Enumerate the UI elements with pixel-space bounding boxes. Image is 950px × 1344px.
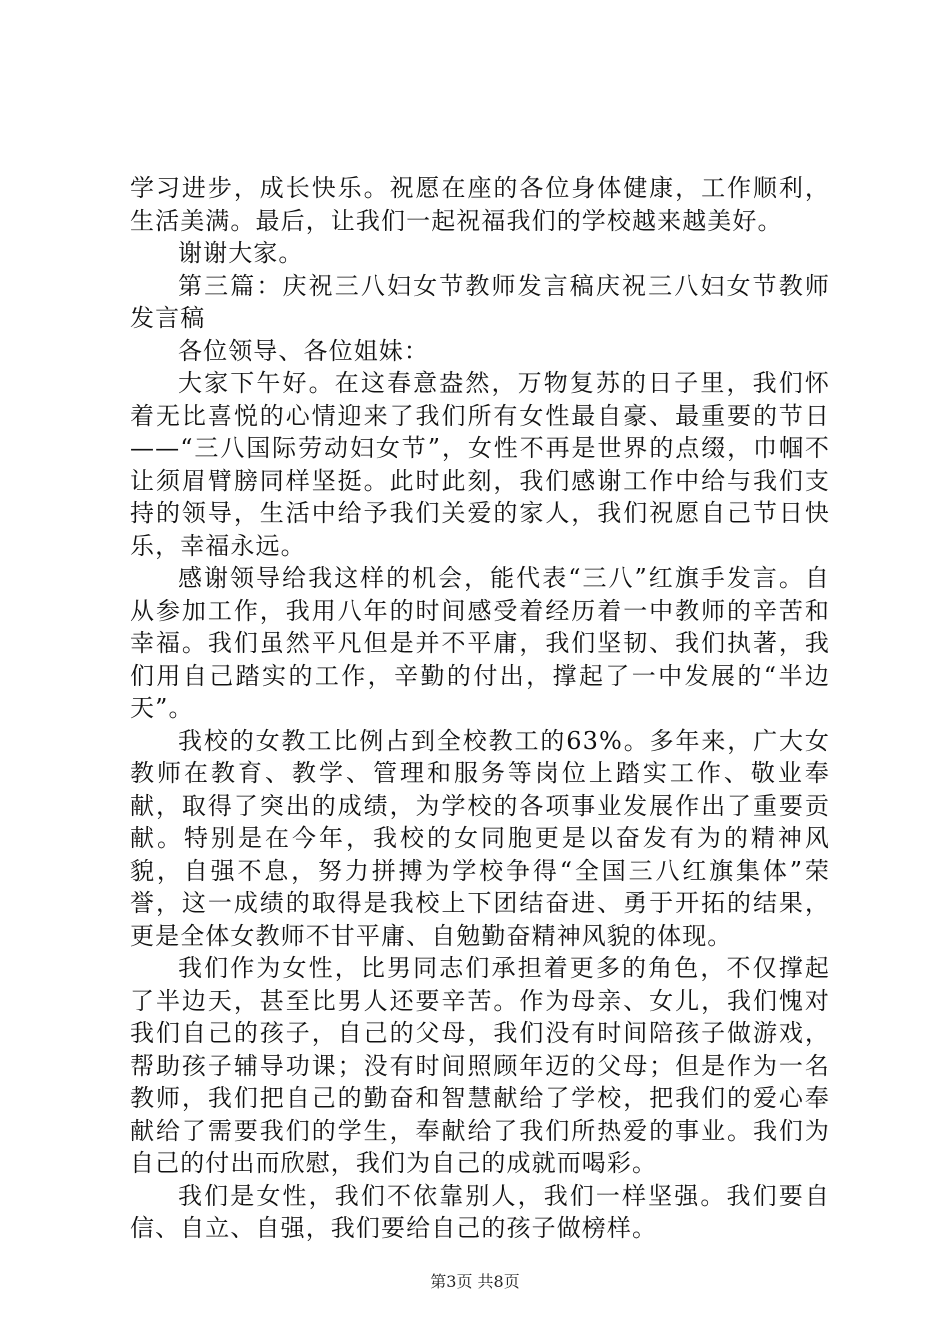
paragraph-thanks: 谢谢大家。 <box>178 239 304 267</box>
document-body <box>130 172 830 1245</box>
paragraph-gratitude: 感谢领导给我这样的机会，能代表“三八”红旗手发言。自从参加工作，我用八年的时间感受着经历着一中教师的辛苦和幸福。我们虽然平凡但是并不平庸，我们坚韧、我们执著，我们用自己踏实的工作，辛勤的付出，撑起了一中发展的“半边天”。 <box>130 564 830 722</box>
page-number-footer: 第3页 共8页 <box>430 1272 520 1291</box>
paragraph-roles: 我们作为女性，比男同志们承担着更多的角色，不仅撑起了半边天，甚至比男人还要辛苦。作为母亲、女儿，我们愧对我们自己的孩子，自己的父母，我们没有时间陪孩子做游戏，帮助孩子辅导功课；没有时间照顾年迈的父母；但是作为一名教师，我们把自己的勤奋和智慧献给了学校，把我们的爱心奉献给了需要我们的学生，奉献给了我们所热爱的事业。我们为自己的付出而欣慰，我们为自己的成就而喝彩。 <box>130 954 830 1177</box>
salutation: 各位领导、各位姐妹： <box>178 336 429 365</box>
paragraph-achievements: 我校的女教工比例占到全校教工的63%。多年来，广大女教师在教育、教学、管理和服务等岗位上踏实工作、敬业奉献，取得了突出的成绩，为学校的各项事业发展作出了重要贡献。特别是在今年，我校的女同胞更是以奋发有为的精神风貌，自强不息，努力拼搏为学校争得“全国三八红旗集体”荣誉，这一成绩的取得是我校上下团结奋进、勇于开拓的结果，更是全体女教师不甘平庸、自勉勤奋精神风貌的体现。 <box>130 726 830 950</box>
paragraph-closing: 我们是女性，我们不依靠别人，我们一样坚强。我们要自信、自立、自强，我们要给自己的孩子做榜样。 <box>130 1181 830 1242</box>
section-heading: 第三篇：庆祝三八妇女节教师发言稿庆祝三八妇女节教师发言稿 <box>130 271 830 332</box>
paragraph-continuation: 学习进步，成长快乐。祝愿在座的各位身体健康，工作顺利，生活美满。最后，让我们一起祝福我们的学校越来越美好。 <box>130 174 830 235</box>
paragraph-greeting: 大家下午好。在这春意盎然，万物复苏的日子里，我们怀着无比喜悦的心情迎来了我们所有女性最自豪、最重要的节日——“三八国际劳动妇女节”，女性不再是世界的点缀，巾帼不让须眉臂膀同样坚挺。此时此刻，我们感谢工作中给与我们支持的领导，生活中给予我们关爱的家人，我们祝愿自己节日快乐，幸福永远。 <box>130 369 830 560</box>
